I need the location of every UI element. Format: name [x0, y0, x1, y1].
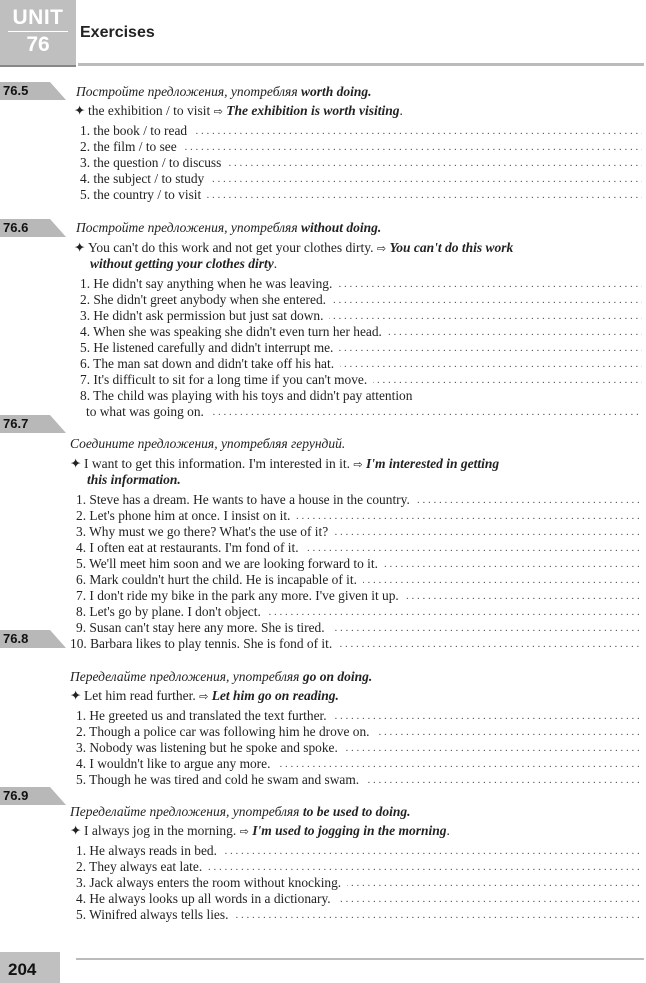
star-icon: ✦	[74, 240, 86, 255]
list-item: 1. the book / to read . . .	[80, 123, 642, 139]
list-item: 10. Barbara likes to play tennis. She is fond of it. . . .	[70, 636, 642, 652]
arrow-icon: ⇨	[353, 458, 363, 471]
list-item: 5. He listened carefully and didn't interrupt me. . . .	[80, 340, 642, 356]
list-item: 5. Winifred always tells lies. . . .	[76, 907, 642, 923]
list-item: 3. Jack always enters the room without knocking. . . .	[76, 875, 642, 891]
list-item: 1. He greeted us and translated the text further. . . .	[76, 708, 642, 724]
list-item: 6. Mark couldn't hurt the child. He is incapable of it. . . .	[76, 572, 642, 588]
list-item: 7. It's difficult to sit for a long time if you can't move. . . .	[80, 372, 642, 388]
arrow-icon: ⇨	[376, 242, 387, 255]
exercise-number-tab: 76.6	[0, 219, 66, 237]
unit-number: 76	[26, 33, 50, 56]
list-item: 2. Let's phone him at once. I insist on it. . . .	[76, 508, 642, 524]
exercise-instruction: Постройте предложения, употребляя without doing.	[76, 220, 382, 235]
exercise-number-tab: 76.7	[0, 415, 66, 433]
list-item-cont: to what was going on. . . .	[86, 404, 642, 420]
arrow-icon: ⇨	[199, 690, 209, 703]
list-item: 3. the question / to discuss . . .	[80, 155, 642, 171]
exercise-instruction: Соедините предложения, употребляя герундий.	[70, 436, 346, 451]
list-item: 4. When she was speaking she didn't even turn her head. . . .	[80, 324, 642, 340]
exercise-number-tab: 76.8	[0, 630, 66, 648]
arrow-icon: ⇨	[213, 105, 223, 118]
page-number: 204	[8, 960, 37, 979]
list-item: 9. Susan can't stay here any more. She is tired. . . .	[76, 620, 642, 636]
example-line-cont: without getting your clothes dirty.	[90, 256, 278, 271]
list-item: 4. He always looks up all words in a dictionary. . . .	[76, 891, 642, 907]
exercise-instruction: Переделайте предложения, употребляя go on doing.	[70, 669, 373, 684]
example-line: ✦ I want to get this information. I'm interested in it. ⇨ I'm interested in getting	[70, 456, 500, 471]
example-line: ✦ Let him read further. ⇨ Let him go on reading.	[70, 688, 339, 703]
list-item: 3. Nobody was listening but he spoke and spoke. . . .	[76, 740, 642, 756]
example-line: ✦ I always jog in the morning. ⇨ I'm used to jogging in the morning.	[70, 823, 450, 838]
list-item: 5. the country / to visit . . .	[80, 187, 642, 203]
list-item: 5. We'll meet him soon and we are looking forward to it. . . .	[76, 556, 642, 572]
unit-divider	[8, 31, 68, 32]
footer-rule	[76, 958, 644, 960]
list-item: 4. I often eat at restaurants. I'm fond of it. . . .	[76, 540, 642, 556]
list-item: 1. He didn't say anything when he was leaving. . . .	[80, 276, 642, 292]
arrow-icon: ⇨	[239, 825, 249, 838]
list-item: 5. Though he was tired and cold he swam and swam. . . .	[76, 772, 642, 788]
list-item: 7. I don't ride my bike in the park any more. I've given it up. . . .	[76, 588, 642, 604]
list-item: 3. Why must we go there? What's the use of it? . . .	[76, 524, 642, 540]
star-icon: ✦	[70, 688, 82, 703]
star-icon: ✦	[70, 456, 82, 471]
list-item: 2. They always eat late. . . .	[76, 859, 642, 875]
list-item: 8. Let's go by plane. I don't object. . . .	[76, 604, 642, 620]
star-icon: ✦	[74, 103, 86, 118]
list-item: 2. She didn't greet anybody when she entered. . . .	[80, 292, 642, 308]
page-title: Exercises	[80, 24, 155, 41]
list-item: 4. I wouldn't like to argue any more. . . .	[76, 756, 642, 772]
list-item: 4. the subject / to study . . .	[80, 171, 642, 187]
exercise-number-tab: 76.9	[0, 787, 66, 805]
list-item: 3. He didn't ask permission but just sat down. . . .	[80, 308, 642, 324]
list-item: 6. The man sat down and didn't take off his hat. . . .	[80, 356, 642, 372]
exercise-instruction: Переделайте предложения, употребляя to be used to doing.	[70, 804, 411, 819]
example-line: ✦ You can't do this work and not get your clothes dirty. ⇨ You can't do this work	[74, 240, 514, 255]
list-item: 2. Though a police car was following him he drove on. . . .	[76, 724, 642, 740]
exercise-number-tab: 76.5	[0, 82, 66, 100]
list-item: 1. He always reads in bed. . . .	[76, 843, 642, 859]
example-line: ✦ the exhibition / to visit ⇨ The exhibition is worth visiting.	[74, 103, 403, 118]
unit-label: UNIT	[12, 6, 64, 29]
exercise-instruction: Постройте предложения, употребляя worth doing.	[76, 84, 372, 99]
example-line-cont: this information.	[87, 472, 181, 487]
header-rule	[78, 63, 644, 66]
list-item: 1. Steve has a dream. He wants to have a house in the country. . . .	[76, 492, 642, 508]
list-item: 2. the film / to see . . .	[80, 139, 642, 155]
star-icon: ✦	[70, 823, 82, 838]
list-item: 8. The child was playing with his toys and didn't pay attention	[80, 388, 642, 404]
